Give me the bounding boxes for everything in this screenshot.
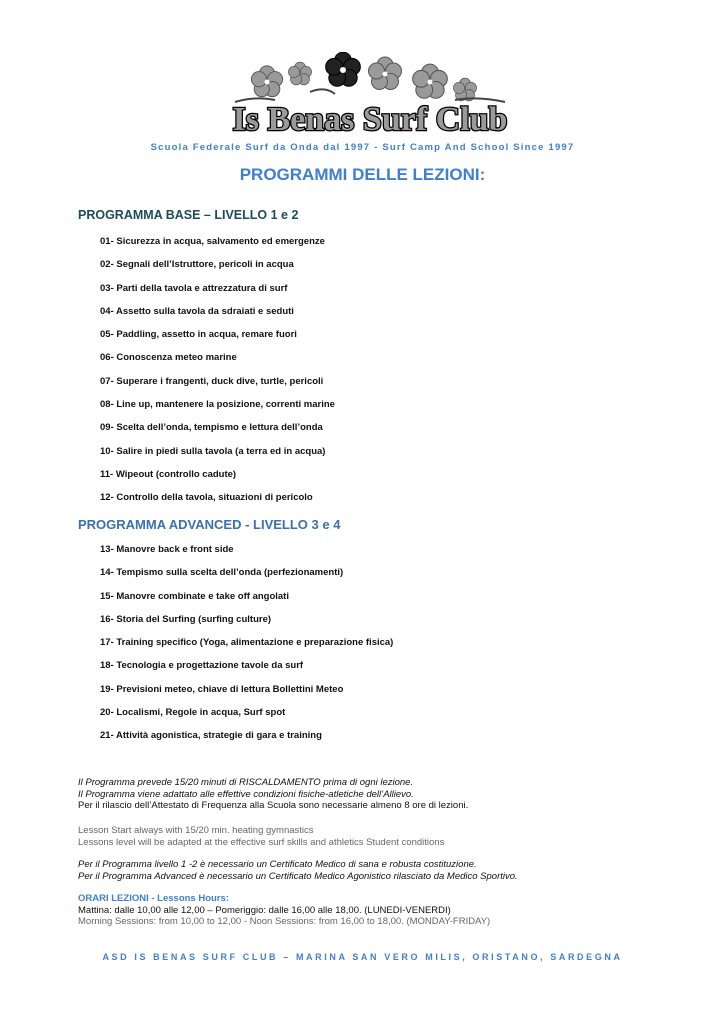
hours-italian: Mattina: dalle 10,00 alle 12,00 – Pomeriggio: dalle 16,00 alle 18,00. (LUNEDI-VENERDI): [78, 904, 451, 916]
notes-italian: [78, 777, 468, 812]
list-item: 02- Segnali dell’Istruttore, pericoli in acqua: [100, 259, 294, 271]
notes-english: [78, 825, 444, 848]
note-warmup: Il Programma prevede 15/20 minuti di RISCALDAMENTO prima di ogni lezione.: [78, 777, 414, 788]
list-item: 01- Sicurezza in acqua, salvamento ed emergenze: [100, 236, 325, 247]
page-title: PROGRAMMI DELLE LEZIONI:: [239, 165, 486, 184]
list-item: 17- Training specifico (Yoga, alimentazione e preparazione fisica): [100, 637, 394, 649]
list-item: 08- Line up, mantenere la posizione, correnti marine: [100, 399, 335, 411]
note-adaptation: Il Programma viene adattato alle effettive condizioni fisiche-atletiche dell’Allievo.: [78, 788, 414, 800]
list-item: 07- Superare i frangenti, duck dive, turtle, pericoli: [100, 375, 324, 387]
note-level-en: Lessons level will be adapted at the effective surf skills and athletics Student conditions: [78, 836, 445, 848]
hibiscus-logo-icon: [215, 52, 525, 142]
section-heading-advanced: PROGRAMMA ADVANCED - LIVELLO 3 e 4: [78, 517, 341, 532]
note-medical-advanced: Per il Programma Advanced è necessario un Certificato Medico Agonistico rilasciato da Medico Sportivo.: [78, 870, 518, 882]
list-item: 09- Scelta dell’onda, tempismo e lettura dell’onda: [100, 422, 323, 434]
list-item: 13- Manovre back e front side: [100, 544, 234, 555]
list-item: 15- Manovre combinate e take off angolati: [100, 590, 289, 602]
list-item: 04- Assetto sulla tavola da sdraiati e seduti: [100, 305, 294, 317]
footer: ASD IS BENAS SURF CLUB – MARINA SAN VERO MILIS, ORISTANO, SARDEGNA: [102, 952, 623, 962]
section-heading-base: PROGRAMMA BASE – LIVELLO 1 e 2: [78, 208, 299, 222]
tagline: Scuola Federale Surf da Onda dal 1997 - Surf Camp And School Since 1997: [150, 142, 575, 153]
list-item: 14- Tempismo sulla scelta dell’onda (perfezionamenti): [100, 567, 344, 579]
list-item: 19- Previsioni meteo, chiave di lettura Bollettini Meteo: [100, 683, 344, 695]
notes-medical: [78, 859, 518, 882]
hours-heading: ORARI LEZIONI - Lessons Hours:: [78, 893, 229, 904]
list-item: 12- Controllo della tavola, situazioni di pericolo: [100, 492, 313, 504]
list-item: 11- Wipeout (controllo cadute): [100, 468, 237, 480]
advanced-program-list: [100, 544, 393, 754]
list-item: 05- Paddling, assetto in acqua, remare fuori: [100, 329, 297, 341]
list-item: 20- Localismi, Regole in acqua, Surf spot: [100, 707, 286, 719]
list-item: 03- Parti della tavola e attrezzatura di surf: [100, 282, 288, 294]
list-item: 18- Tecnologia e progettazione tavole da surf: [100, 660, 304, 672]
base-program-list: [100, 236, 335, 516]
list-item: 06- Conoscenza meteo marine: [100, 352, 237, 364]
lesson-hours: [78, 893, 490, 928]
logo-text: Is Benas Surf Club: [232, 101, 508, 138]
note-warmup-en: Lesson Start always with 15/20 min. heating gymnastics: [78, 825, 314, 836]
list-item: 21- Attività agonistica, strategie di gara e training: [100, 730, 322, 742]
list-item: 16- Storia del Surfing (surfing culture): [100, 613, 272, 625]
hours-english: Morning Sessions: from 10,00 to 12,00 - Noon Sessions: from 16,00 to 18,00. (MONDAY-FRIDAY): [78, 916, 491, 927]
list-item: 10- Salire in piedi sulla tavola (a terra ed in acqua): [100, 445, 326, 457]
note-medical-base: Per il Programma livello 1 -2 è necessario un Certificato Medico di sana e robusta costituzione.: [78, 859, 477, 870]
note-certificate: Per il rilascio dell’Attestato di Frequenza alla Scuola sono necessarie almeno 8 ore di lezioni.: [78, 800, 469, 811]
club-logo: [215, 52, 525, 142]
